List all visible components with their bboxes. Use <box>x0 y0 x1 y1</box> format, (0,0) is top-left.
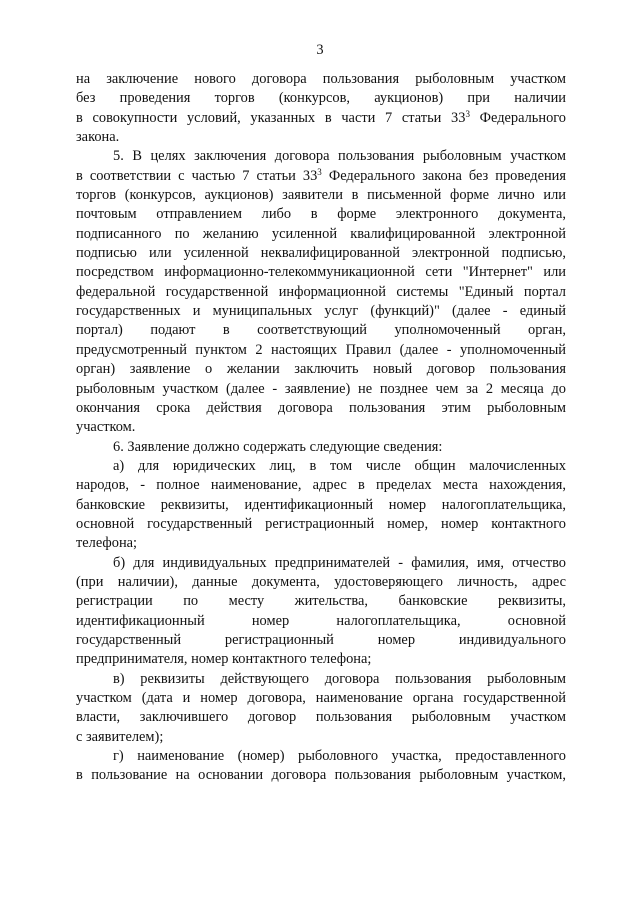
text-line <box>76 612 566 631</box>
text-line <box>76 244 566 263</box>
text-line-content: предпринимателя, номер контактного телефона; <box>76 651 372 668</box>
text-line-content: а) для юридических лиц, в том числе общин малочисленных <box>113 457 566 474</box>
text-line-content: государственный регистрационный номер индивидуального <box>76 631 566 648</box>
text-line <box>76 341 566 360</box>
text-line <box>76 147 566 166</box>
text-line-content: государственных и муниципальных услуг (функций)" (далее - единый <box>76 303 566 320</box>
text-line-content: телефона; <box>76 535 138 552</box>
text-line-content: портал) подают в соответствующий уполномоченный орган, <box>76 322 566 339</box>
text-line-content: с заявителем); <box>76 728 164 745</box>
text-line-content: окончания срока действия договора пользования этим рыболовным <box>76 399 566 416</box>
text-line <box>76 186 566 205</box>
text-line <box>76 650 566 669</box>
text-line <box>76 438 566 457</box>
text-line <box>76 670 566 689</box>
text-line <box>76 360 566 379</box>
text-line <box>76 109 566 128</box>
text-line-content: на заключение нового договора пользования рыболовным участком <box>76 71 566 87</box>
text-line <box>76 708 566 727</box>
text-line <box>76 380 566 399</box>
superscript: 3 <box>465 108 470 119</box>
text-line-content: подписанного по желанию усиленной квалифицированной электронной <box>76 225 566 242</box>
text-line <box>76 70 566 89</box>
text-line-continuation: Федерального закона без проведения <box>321 167 567 184</box>
text-line-content: в пользование на основании договора пользования рыболовным участком, <box>76 767 566 784</box>
text-line-content: основной государственный регистрационный номер, номер контактного <box>76 515 566 532</box>
text-line <box>76 747 566 766</box>
text-line <box>76 205 566 224</box>
page-number: 3 <box>316 42 324 58</box>
text-line-content: закона. <box>76 129 120 146</box>
text-line-content: без проведения торгов (конкурсов, аукционов) при наличии <box>76 90 566 107</box>
text-line-content: рыболовным участком (далее - заявление) не позднее чем за 2 месяца до <box>76 380 566 397</box>
body-text <box>76 70 566 786</box>
text-line-content: регистрации по месту жительства, банковские реквизиты, <box>76 593 566 610</box>
text-line <box>76 728 566 747</box>
text-line-content: г) наименование (номер) рыболовного участка, предоставленного <box>113 748 566 765</box>
text-line <box>76 321 566 340</box>
text-line-content: орган) заявление о желании заключить новый договор пользования <box>76 361 566 378</box>
text-line-content: 6. Заявление должно содержать следующие сведения: <box>113 438 443 455</box>
text-line <box>76 534 566 553</box>
text-line-content: в соответствии с частью 7 статьи 33 <box>76 167 318 184</box>
text-line-content: предусмотренный пунктом 2 настоящих Правил (далее - уполномоченный <box>76 341 566 358</box>
text-line <box>76 128 566 147</box>
text-line-content: 5. В целях заключения договора пользования рыболовным участком <box>113 148 566 165</box>
text-line-content: подписью или усиленной неквалифицированной электронной подписью, <box>76 245 566 262</box>
text-line-content: торгов (конкурсов, аукционов) заявители в письменной форме лично или <box>76 187 566 204</box>
text-line <box>76 496 566 515</box>
text-line-content: участком. <box>76 419 136 436</box>
text-line-content: в совокупности условий, указанных в части 7 статьи 33 <box>76 109 466 126</box>
text-line-content: в) реквизиты действующего договора пользования рыболовным <box>113 670 566 687</box>
text-line-content: идентификационный номер налогоплательщика, основной <box>76 612 566 629</box>
text-line-content: власти, заключившего договор пользования рыболовным участком <box>76 709 566 726</box>
text-line <box>76 554 566 573</box>
text-line <box>76 689 566 708</box>
text-line <box>76 89 566 108</box>
text-line-content: федеральной государственной информационной системы "Единый портал <box>76 283 566 300</box>
text-line <box>76 457 566 476</box>
text-line-content: народов, - полное наименование, адрес в пределах места нахождения, <box>76 477 566 494</box>
text-line <box>76 418 566 437</box>
text-line <box>76 283 566 302</box>
text-line <box>76 302 566 321</box>
text-line <box>76 573 566 592</box>
text-line <box>76 631 566 650</box>
text-line <box>76 515 566 534</box>
text-line <box>76 399 566 418</box>
text-line <box>76 592 566 611</box>
text-line-content: банковские реквизиты, идентификационный номер налогоплательщика, <box>76 496 566 513</box>
text-line-content: почтовым отправлением либо в форме электронного документа, <box>76 206 566 223</box>
text-line-content: (при наличии), данные документа, удостоверяющего личность, адрес <box>76 573 566 590</box>
text-line <box>76 476 566 495</box>
text-line <box>76 766 566 785</box>
text-line-content: посредством информационно-телекоммуникационной сети "Интернет" или <box>76 264 566 281</box>
text-line <box>76 263 566 282</box>
text-line-continuation: Федерального <box>469 109 567 126</box>
text-line-content: участком (дата и номер договора, наименование органа государственной <box>76 690 566 706</box>
text-line <box>76 167 566 186</box>
text-line-content: б) для индивидуальных предпринимателей - фамилия, имя, отчество <box>113 554 566 571</box>
text-line <box>76 225 566 244</box>
superscript: 3 <box>317 166 322 177</box>
